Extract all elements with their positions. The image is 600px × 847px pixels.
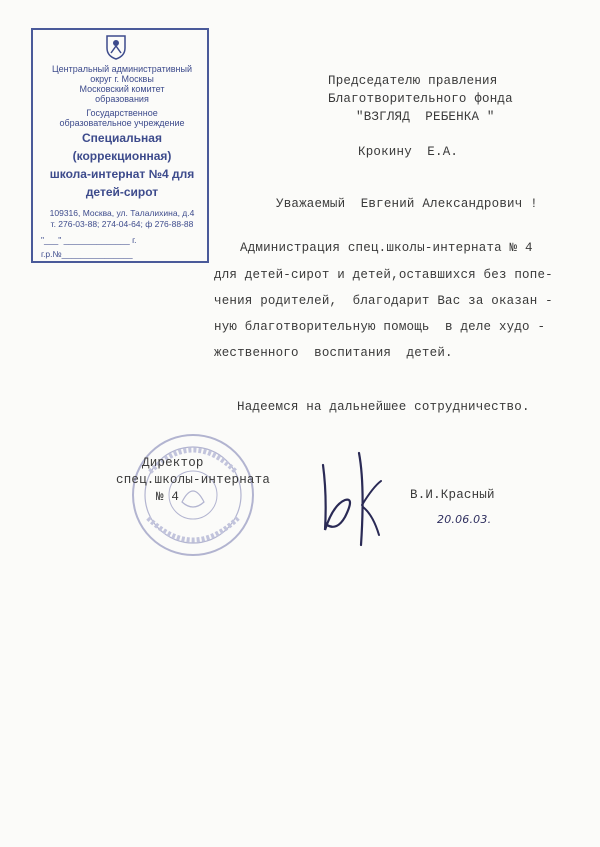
stamp-line-4: образования bbox=[95, 94, 149, 104]
handwritten-signature-icon bbox=[315, 445, 390, 550]
closing-line: Надеемся на дальнейшее сотрудничество. bbox=[237, 400, 530, 414]
signer-title-line-1: Директор bbox=[142, 456, 204, 470]
signed-date: 20.06.03. bbox=[437, 513, 492, 526]
stamp-phones: т. 276-03-88; 274-04-64; ф 276-88-88 bbox=[50, 219, 194, 229]
recipient-line-4: Крокину Е.А. bbox=[358, 145, 459, 159]
stamp-line-3: Московский комитет bbox=[79, 84, 165, 94]
stamp-line-7: Специальная bbox=[82, 131, 162, 145]
body-line-3: чения родителей, благодарит Вас за оказан - bbox=[214, 294, 553, 308]
signer-title-line-3: № 4 bbox=[156, 490, 180, 504]
body-line-2: для детей-сирот и детей,оставшихся без попе- bbox=[214, 268, 553, 282]
signer-name: В.И.Красный bbox=[410, 488, 495, 502]
body-line-4: ную благотворительную помощь в деле худо - bbox=[214, 320, 546, 334]
stamp-line-5: Государственное bbox=[86, 108, 158, 118]
body-line-5: жественного воспитания детей. bbox=[214, 346, 453, 360]
recipient-line-3: "ВЗГЛЯД РЕБЕНКА " bbox=[356, 110, 495, 124]
body-line-1: Администрация спец.школы-интерната № 4 bbox=[240, 241, 533, 255]
greeting: Уважаемый Евгений Александрович ! bbox=[276, 197, 538, 211]
stamp-line-1: Центральный административный bbox=[52, 64, 192, 74]
recipient-line-2: Благотворительного фонда bbox=[328, 92, 513, 106]
stamp-line-8: (коррекционная) bbox=[72, 149, 172, 163]
stamp-line-10: детей-сирот bbox=[85, 185, 159, 199]
signer-title-line-2: спец.школы-интерната bbox=[116, 473, 271, 487]
stamp-date-line: "___" ______________ г. bbox=[41, 235, 137, 245]
stamp-line-9: школа-интернат №4 для bbox=[49, 167, 195, 181]
stamp-address: 109316, Москва, ул. Талалихина, д.4 bbox=[49, 208, 195, 218]
stamp-line-6: образовательное учреждение bbox=[59, 118, 185, 128]
letterhead-stamp bbox=[31, 28, 209, 263]
round-seal-icon bbox=[130, 432, 256, 558]
stamp-ref-line: г.р.№_______________ bbox=[41, 249, 133, 259]
stamp-line-2: округ г. Москвы bbox=[90, 74, 154, 84]
recipient-line-1: Председателю правления bbox=[328, 74, 498, 88]
moscow-emblem-icon bbox=[105, 34, 127, 60]
